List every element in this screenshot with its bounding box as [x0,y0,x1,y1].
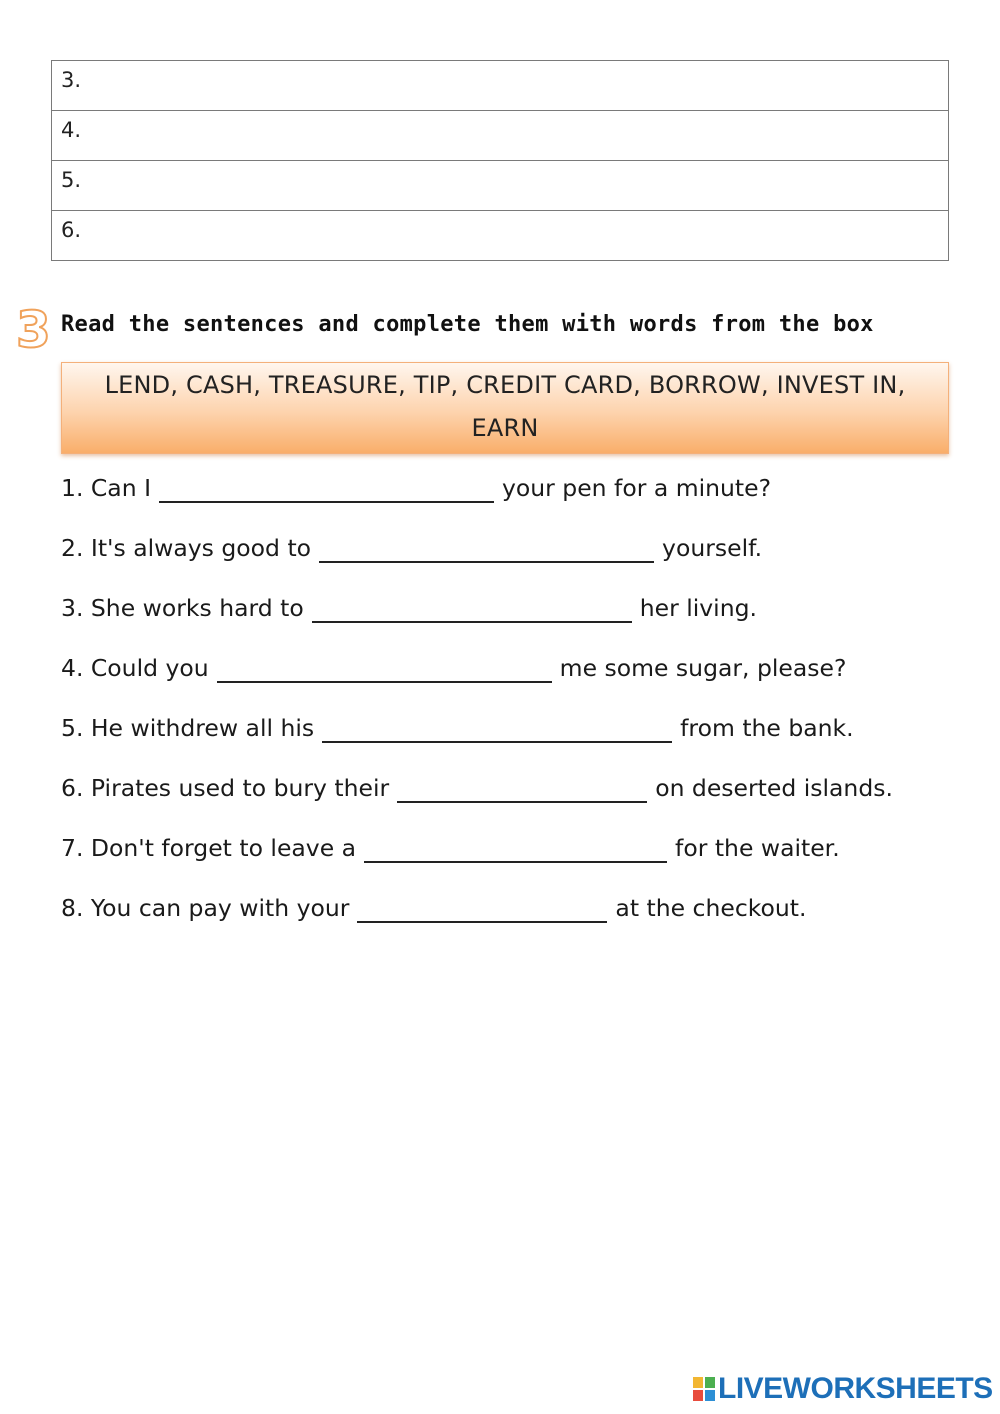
sentence-5 [61,708,893,768]
answer-blank-7[interactable] [364,831,667,863]
logo-square-icon [692,1389,704,1402]
table-row [52,161,949,211]
table-cell: 5. [52,161,949,211]
logo-square-icon [692,1376,704,1389]
answer-blank-6[interactable] [397,771,647,803]
sentence-list [61,468,893,948]
answer-blank-8[interactable] [357,891,607,923]
sentence-text-before: 2. It's always good to [61,534,312,562]
sentence-6 [61,768,893,828]
sentence-text-after: from the bank. [680,714,854,742]
sentence-4 [61,648,893,708]
logo-square-icon [704,1389,716,1402]
sentence-2 [61,528,893,588]
sentence-text-before: 6. Pirates used to bury their [61,774,390,802]
sentence-text-after: her living. [639,594,757,622]
sentence-text-before: 8. You can pay with your [61,894,350,922]
instruction-heading: Read the sentences and complete them with words from the box [61,312,874,337]
word-box [61,362,949,454]
table-cell: 3. [52,61,949,111]
answer-blank-1[interactable] [159,471,494,503]
word-box-text: LEND, CASH, TREASURE, TIP, CREDIT CARD, BORROW, INVEST IN, EARN [104,371,906,442]
table-row [52,111,949,161]
sentence-7 [61,828,893,888]
liveworksheets-logo-icon [692,1376,716,1402]
section-number: 3 [16,301,51,359]
answer-table [51,60,949,261]
sentence-text-after: at the checkout. [615,894,807,922]
sentence-text-after: on deserted islands. [655,774,893,802]
liveworksheets-logo [692,1372,993,1406]
sentence-text-before: 1. Can I [61,474,151,502]
answer-blank-4[interactable] [217,651,552,683]
sentence-text-after: for the waiter. [675,834,840,862]
sentence-text-before: 5. He withdrew all his [61,714,315,742]
sentence-1 [61,468,893,528]
answer-blank-2[interactable] [319,531,654,563]
sentence-text-before: 3. She works hard to [61,594,304,622]
sentence-8 [61,888,893,948]
logo-text: LIVEWORKSHEETS [718,1372,993,1405]
sentence-3 [61,588,893,648]
sentence-text-before: 4. Could you [61,654,209,682]
table-row [52,61,949,111]
sentence-text-after: yourself. [662,534,763,562]
sentence-text-after: your pen for a minute? [502,474,772,502]
answer-blank-5[interactable] [322,711,672,743]
table-cell: 4. [52,111,949,161]
table-cell: 6. [52,211,949,261]
sentence-text-before: 7. Don't forget to leave a [61,834,357,862]
answer-blank-3[interactable] [312,591,632,623]
logo-square-icon [704,1376,716,1389]
table-row [52,211,949,261]
sentence-text-after: me some sugar, please? [559,654,847,682]
